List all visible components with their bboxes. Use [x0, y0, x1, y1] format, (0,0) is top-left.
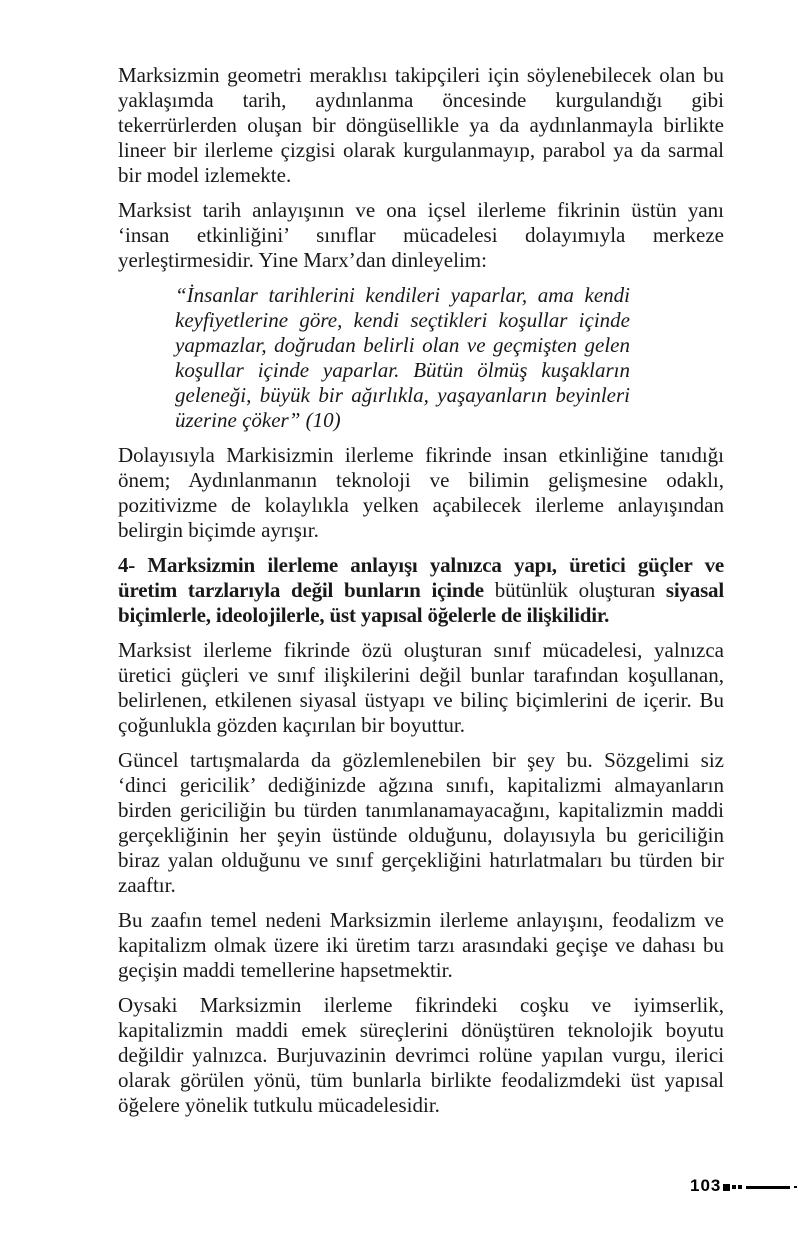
section-heading-4	[118, 553, 724, 628]
footer-ornament	[723, 1181, 797, 1193]
paragraph-3: Dolayısıyla Markisizmin ilerleme fikrinde insan etkinliğine tanıdığı önem; Aydınlanmanın teknoloji ve bilimin gelişmesine odaklı, pozitivizme de kolaylıkla yelken açabilecek ilerleme anlayışından belirgin biçimde ayrışır.	[118, 443, 724, 542]
paragraph-5: Güncel tartışmalarda da gözlemlenebilen bir şey bu. Sözgelimi siz ‘dinci gericilik’ dediğinizde ağzına sınıfı, kapitalizmi almayanların birden gericiliğin bu türden tanımlanamayacağını, kapitalizmin maddi gerçekliğinin her şeyin üstünde olduğunu, dolayısıyla bu gericiliğin biraz yalan olduğunu ve sınıf gerçekliğini hatırlatmaları bu türden bir zaaftır.	[118, 748, 724, 897]
page-number: 103	[690, 1176, 722, 1195]
footer-rule	[746, 1186, 790, 1189]
footer-square-icon	[738, 1185, 742, 1189]
paragraph-2: Marksist tarih anlayışının ve ona içsel ilerleme fikrinin üstün yanı ‘insan etkinliğini’ sınıflar mücadelesi dolayımıyla merkeze yerleştirmesidir. Yine Marx’dan dinleyelim:	[118, 198, 724, 272]
footer-square-icon	[723, 1184, 730, 1191]
marx-quote: “İnsanlar tarihlerini kendileri yaparlar, ama kendi keyfiyetlerine göre, kendi seçtikleri koşullar içinde yapmazlar, doğrudan belirli olan ve geçmişten gelen koşullar içinde yaparlar. Bütün ölmüş kuşakların geleneği, büyük bir ağırlıkla, yaşayanların beyinleri üzerine çöker” (10)	[175, 283, 630, 432]
paragraph-1: Marksizmin geometri meraklısı takipçileri için söylenebilecek olan bu yaklaşımda tarih, aydınlanma öncesinde kurgulandığı gibi tekerrürlerden oluşan bir döngüsellikle ya da aydınlanmayla birlikte lineer bir ilerleme çizgisi olarak kurgulanmayıp, parabol ya da sarmal bir model izlemekte.	[118, 63, 724, 187]
paragraph-7: Oysaki Marksizmin ilerleme fikrindeki coşku ve iyimserlik, kapitalizmin maddi emek süreçlerini dönüştüren teknolojik boyutu değildir yalnızca. Burjuvazinin devrimci rolüne yapılan vurgu, ilerici olarak görülen yönü, tüm bunlarla birlikte feodalizmdeki üst yapısal öğelere yönelik tutkulu mücadelesidir.	[118, 993, 724, 1117]
page-content	[118, 63, 724, 1128]
heading-bold-part-1: 4- Marksizmin ilerleme anlayışı yalnızca yapı, üretici güçler ve üretim tarzlarıyla değil bunların içinde	[118, 553, 724, 602]
heading-bold-part-2: siyasal biçimlerle, ideolojilerle, üst yapısal öğelerle de ilişkilidir.	[118, 578, 724, 627]
paragraph-6: Bu zaafın temel nedeni Marksizmin ilerleme anlayışını, feodalizm ve kapitalizm olmak üzere iki üretim tarzı arasındaki geçişe ve dahası bu geçişin maddi temellerine hapsetmektir.	[118, 908, 724, 982]
footer-square-icon	[732, 1185, 736, 1189]
footer-dot	[794, 1186, 797, 1188]
paragraph-4: Marksist ilerleme fikrinde özü oluşturan sınıf mücadelesi, yalnızca üretici güçleri ve sınıf ilişkilerini değil bunlar tarafından koşullanan, belirlenen, etkilenen siyasal üstyapı ve bilinç biçimlerini de içerir. Bu çoğunlukla gözden kaçırılan bir boyuttur.	[118, 638, 724, 737]
heading-regular-part: bütünlük oluşturan	[494, 578, 666, 602]
